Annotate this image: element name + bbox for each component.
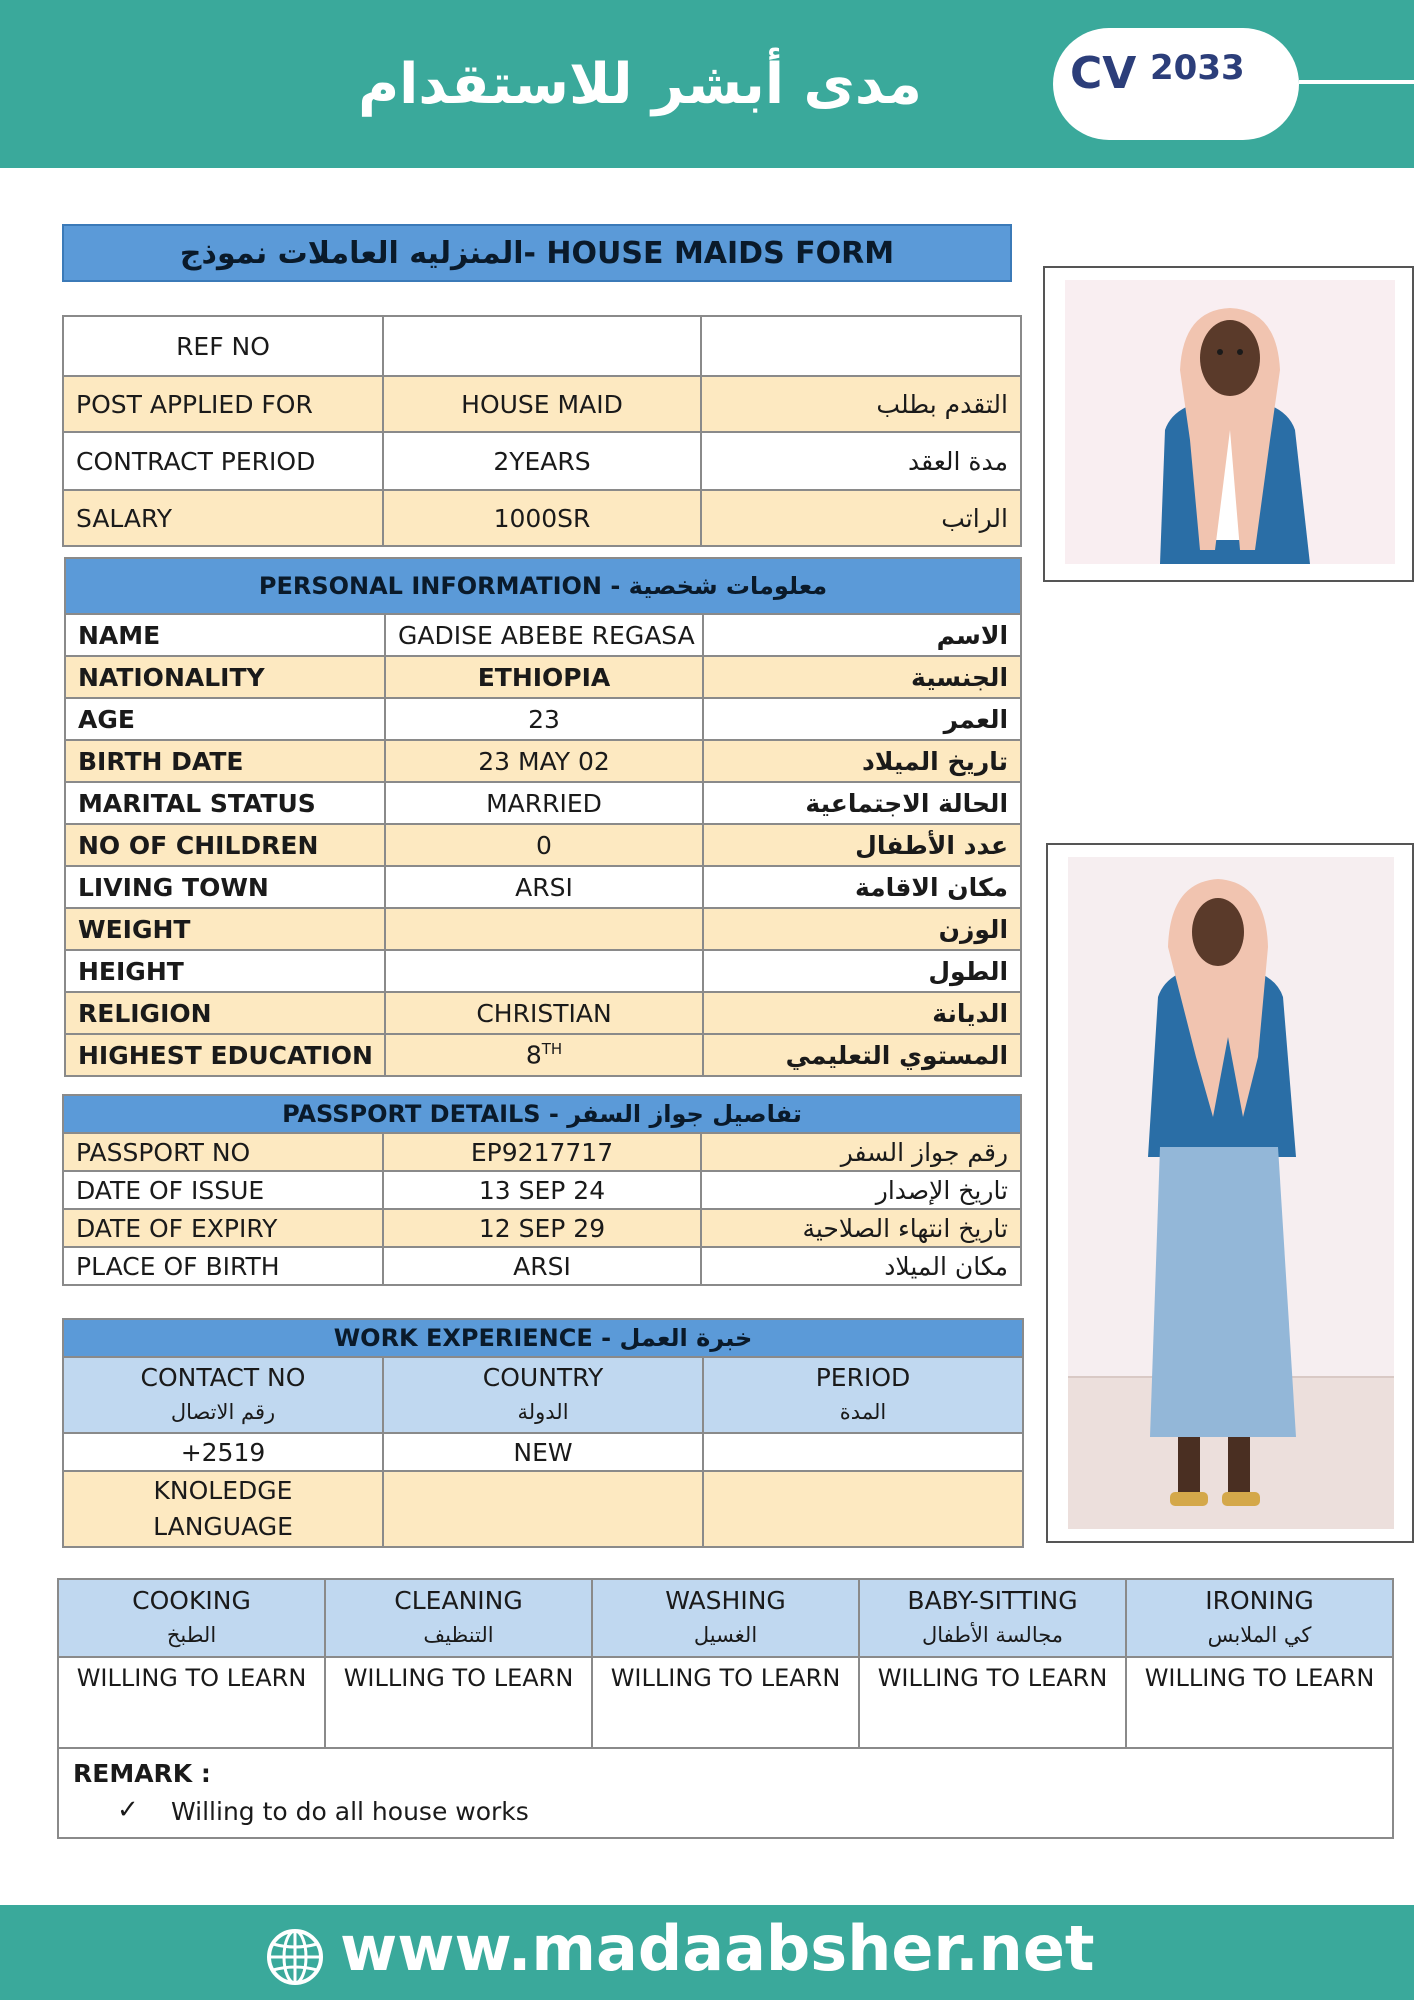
name-label: NAME xyxy=(65,614,385,656)
religion-value: CHRISTIAN xyxy=(385,992,703,1034)
table-row xyxy=(65,1034,1021,1076)
nationality-arabic: الجنسية xyxy=(703,656,1021,698)
skill-value: WILLING TO LEARN xyxy=(58,1657,325,1749)
expiry-date-label: DATE OF EXPIRY xyxy=(63,1209,383,1247)
salary-label: SALARY xyxy=(63,490,383,546)
birth-place-value: ARSI xyxy=(383,1247,701,1285)
skill-name: IRONING xyxy=(1205,1586,1314,1615)
weight-label: WEIGHT xyxy=(65,908,385,950)
contact-column-header xyxy=(63,1357,383,1433)
age-label: AGE xyxy=(65,698,385,740)
children-label: NO OF CHILDREN xyxy=(65,824,385,866)
ref-no-arabic xyxy=(701,316,1021,376)
ref-no-label: REF NO xyxy=(63,316,383,376)
ref-no-value xyxy=(383,316,701,376)
knowledge-extra xyxy=(703,1471,1023,1547)
religion-label: RELIGION xyxy=(65,992,385,1034)
skill-header xyxy=(325,1579,592,1657)
full-body-photo-frame xyxy=(1046,843,1414,1543)
nationality-label: NATIONALITY xyxy=(65,656,385,698)
remark-text: Willing to do all house works xyxy=(171,1797,529,1826)
table-row xyxy=(63,1471,1023,1547)
skill-header xyxy=(592,1579,859,1657)
table-row xyxy=(63,490,1021,546)
name-value: GADISE ABEBE REGASA xyxy=(385,614,703,656)
post-applied-label: POST APPLIED FOR xyxy=(63,376,383,432)
passport-no-label: PASSPORT NO xyxy=(63,1133,383,1171)
birth-date-value: 23 MAY 02 xyxy=(385,740,703,782)
skill-name: BABY-SITTING xyxy=(907,1586,1078,1615)
table-row xyxy=(63,1171,1021,1209)
contract-period-arabic: مدة العقد xyxy=(701,432,1021,490)
table-row xyxy=(63,1133,1021,1171)
age-arabic: العمر xyxy=(703,698,1021,740)
skill-header xyxy=(1126,1579,1393,1657)
cv-label: CV xyxy=(1070,48,1137,99)
personal-info-table xyxy=(64,557,1022,1077)
work-heading: WORK EXPERIENCE - خبرة العمل xyxy=(63,1319,1023,1357)
contract-period-label: CONTRACT PERIOD xyxy=(63,432,383,490)
cv-number: 2033 xyxy=(1150,48,1245,88)
marital-status-value: MARRIED xyxy=(385,782,703,824)
form-title: المنزليه العاملات نموذج- HOUSE MAIDS FORM xyxy=(62,224,1012,282)
passport-no-arabic: رقم جواز السفر xyxy=(701,1133,1021,1171)
skill-value: WILLING TO LEARN xyxy=(592,1657,859,1749)
height-value xyxy=(385,950,703,992)
work-experience-table xyxy=(62,1318,1024,1548)
nationality-value: ETHIOPIA xyxy=(385,656,703,698)
table-row xyxy=(65,866,1021,908)
age-value: 23 xyxy=(385,698,703,740)
full-body-photo xyxy=(1068,857,1394,1529)
children-value: 0 xyxy=(385,824,703,866)
portrait-illustration xyxy=(1065,280,1395,564)
period-header-ar: المدة xyxy=(839,1400,887,1424)
salary-arabic: الراتب xyxy=(701,490,1021,546)
living-town-label: LIVING TOWN xyxy=(65,866,385,908)
website-link[interactable]: www.madaabsher.net xyxy=(340,1912,1095,1985)
passport-no-value: EP9217717 xyxy=(383,1133,701,1171)
table-row xyxy=(65,950,1021,992)
table-row xyxy=(63,1247,1021,1285)
expiry-date-value: 12 SEP 29 xyxy=(383,1209,701,1247)
contract-period-value: 2YEARS xyxy=(383,432,701,490)
skill-value: WILLING TO LEARN xyxy=(325,1657,592,1749)
table-row xyxy=(65,782,1021,824)
birth-place-arabic: مكان الميلاد xyxy=(701,1247,1021,1285)
table-row xyxy=(63,1209,1021,1247)
period-header-en: PERIOD xyxy=(815,1363,911,1392)
expiry-date-arabic: تاريخ انتهاء الصلاحية xyxy=(701,1209,1021,1247)
table-row xyxy=(65,656,1021,698)
brand-name: مدى أبشر للاستقدام xyxy=(358,52,922,117)
remark-title: REMARK : xyxy=(73,1759,211,1788)
table-row xyxy=(65,698,1021,740)
knowledge-language-label xyxy=(63,1471,383,1547)
table-row xyxy=(63,316,1021,376)
skill-header xyxy=(58,1579,325,1657)
header-divider-line xyxy=(1299,80,1414,84)
issue-date-arabic: تاريخ الإصدار xyxy=(701,1171,1021,1209)
skill-name-ar: الغسيل xyxy=(693,1623,758,1647)
table-row xyxy=(65,740,1021,782)
contact-value: +2519 xyxy=(63,1433,383,1471)
knowledge-value xyxy=(383,1471,703,1547)
country-column-header xyxy=(383,1357,703,1433)
living-town-value: ARSI xyxy=(385,866,703,908)
skill-header xyxy=(859,1579,1126,1657)
table-row xyxy=(65,614,1021,656)
portrait-photo xyxy=(1065,280,1395,564)
contact-header-ar: رقم الاتصال xyxy=(170,1400,276,1424)
weight-arabic: الوزن xyxy=(703,908,1021,950)
living-town-arabic: مكان الاقامة xyxy=(703,866,1021,908)
passport-heading: PASSPORT DETAILS - تفاصيل جواز السفر xyxy=(63,1095,1021,1133)
table-row xyxy=(63,1357,1023,1433)
education-suffix: TH xyxy=(541,1040,563,1059)
birth-date-arabic: تاريخ الميلاد xyxy=(703,740,1021,782)
personal-info-heading: PERSONAL INFORMATION - معلومات شخصية xyxy=(65,558,1021,614)
period-value xyxy=(703,1433,1023,1471)
table-row xyxy=(65,824,1021,866)
skill-name: CLEANING xyxy=(394,1586,523,1615)
marital-status-arabic: الحالة الاجتماعية xyxy=(703,782,1021,824)
table-row xyxy=(65,908,1021,950)
check-icon: ✓ xyxy=(117,1795,139,1825)
education-label: HIGHEST EDUCATION xyxy=(65,1034,385,1076)
birth-place-label: PLACE OF BIRTH xyxy=(63,1247,383,1285)
passport-table xyxy=(62,1094,1022,1286)
full-body-illustration xyxy=(1068,857,1394,1529)
weight-value xyxy=(385,908,703,950)
skill-value: WILLING TO LEARN xyxy=(859,1657,1126,1749)
skill-value: WILLING TO LEARN xyxy=(1126,1657,1393,1749)
skill-name: WASHING xyxy=(665,1586,786,1615)
children-arabic: عدد الأطفال xyxy=(703,824,1021,866)
education-value xyxy=(385,1034,703,1076)
country-value: NEW xyxy=(383,1433,703,1471)
skill-name: COOKING xyxy=(132,1586,251,1615)
skill-name-ar: الطبخ xyxy=(166,1623,217,1647)
knowledge-line: KNOLEDGE xyxy=(153,1476,293,1505)
skills-header-row xyxy=(58,1579,1393,1657)
period-column-header xyxy=(703,1357,1023,1433)
table-row xyxy=(63,432,1021,490)
post-applied-value: HOUSE MAID xyxy=(383,376,701,432)
post-applied-arabic: التقدم بطلب xyxy=(701,376,1021,432)
table-row xyxy=(65,992,1021,1034)
country-header-en: COUNTRY xyxy=(482,1363,604,1392)
height-arabic: الطول xyxy=(703,950,1021,992)
skill-name-ar: التنظيف xyxy=(423,1623,494,1647)
globe-icon xyxy=(266,1928,324,1986)
contact-header-en: CONTACT NO xyxy=(140,1363,306,1392)
skill-name-ar: كي الملابس xyxy=(1207,1623,1312,1647)
country-header-ar: الدولة xyxy=(517,1400,569,1424)
skills-value-row xyxy=(58,1657,1393,1749)
job-table xyxy=(62,315,1022,547)
remark-box xyxy=(57,1747,1394,1839)
birth-date-label: BIRTH DATE xyxy=(65,740,385,782)
table-row xyxy=(63,376,1021,432)
issue-date-label: DATE OF ISSUE xyxy=(63,1171,383,1209)
language-line: LANGUAGE xyxy=(153,1512,293,1541)
issue-date-value: 13 SEP 24 xyxy=(383,1171,701,1209)
skills-table xyxy=(57,1578,1394,1750)
portrait-photo-frame xyxy=(1043,266,1414,582)
salary-value: 1000SR xyxy=(383,490,701,546)
table-row xyxy=(63,1433,1023,1471)
name-arabic: الاسم xyxy=(703,614,1021,656)
skill-name-ar: مجالسة الأطفال xyxy=(921,1623,1064,1647)
height-label: HEIGHT xyxy=(65,950,385,992)
marital-status-label: MARITAL STATUS xyxy=(65,782,385,824)
education-arabic: المستوي التعليمي xyxy=(703,1034,1021,1076)
education-number: 8 xyxy=(525,1040,542,1070)
religion-arabic: الديانة xyxy=(703,992,1021,1034)
